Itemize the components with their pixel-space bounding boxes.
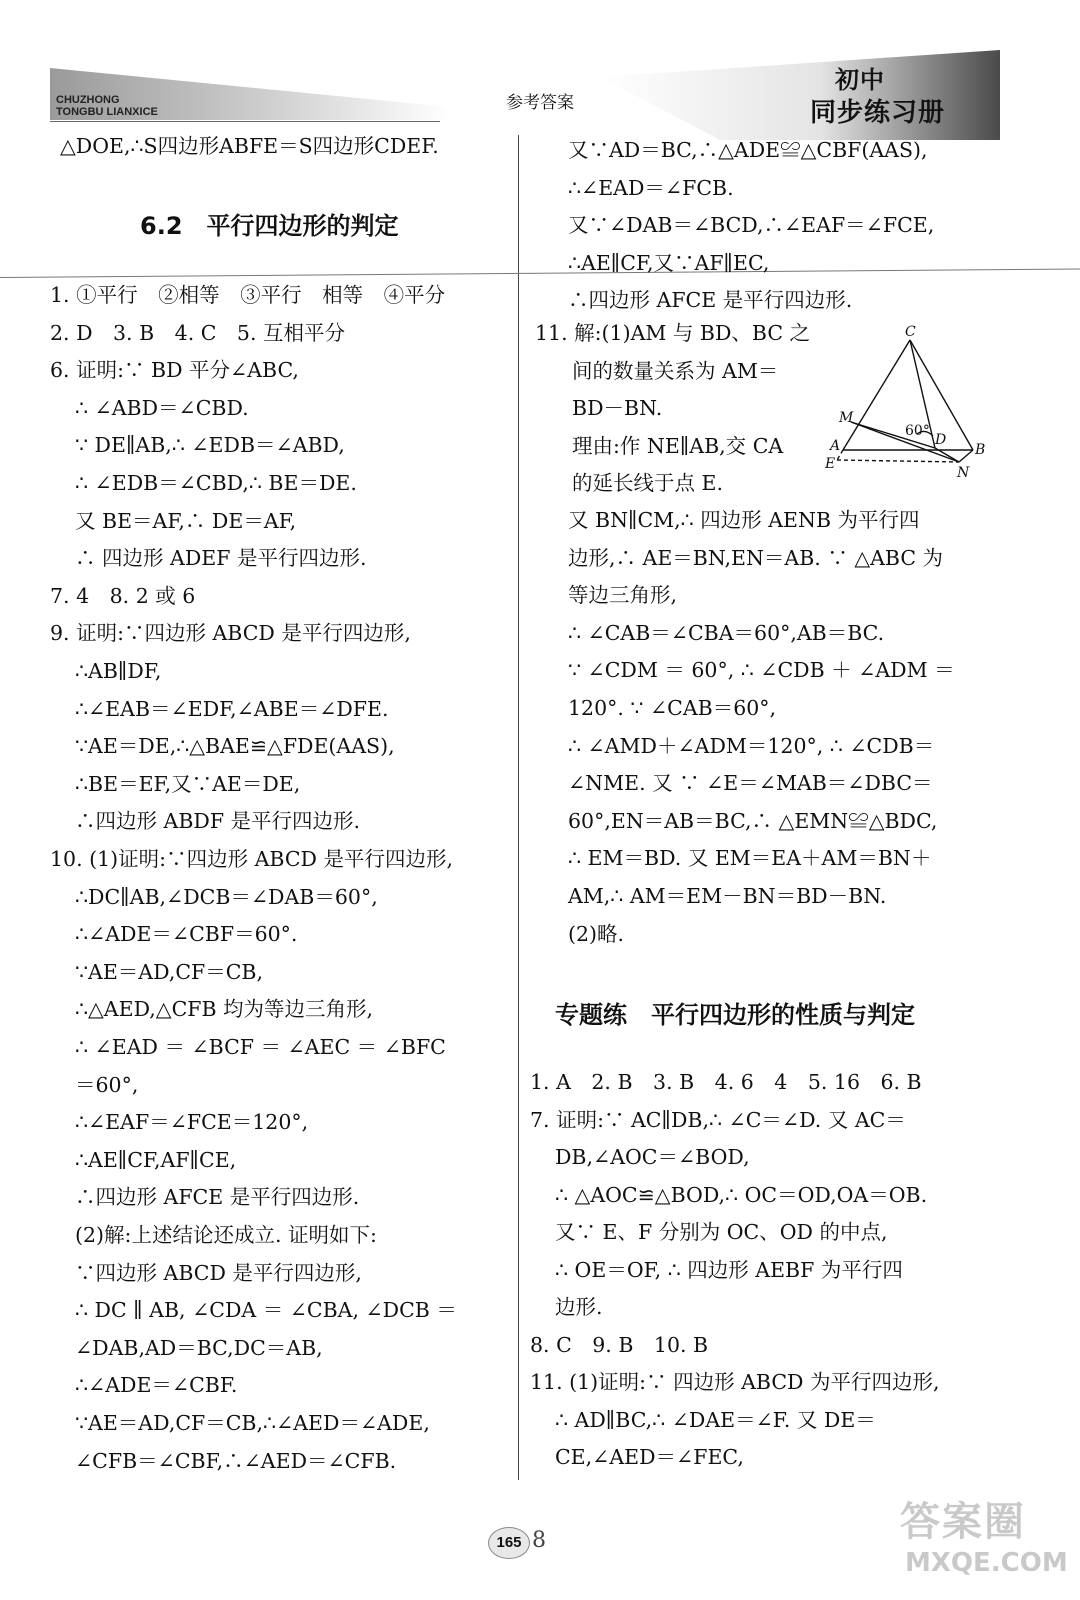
answer-line: (2)解:上述结论还成立. 证明如下: [75,1223,377,1247]
answer-line: ∴四边形 ABDF 是平行四边形. [75,809,361,834]
answer-line: 又 BE＝AF,∴ DE＝AF, [75,508,297,533]
brand-line1: CHUZHONG [56,94,120,106]
header-rule [50,121,440,122]
answer-line: ∵AE＝AD,CF＝CB,∴∠AED＝∠ADE, [75,1411,430,1435]
answer-line: 又∵AD＝BC,∴△ADE≌△CBF(AAS), [568,138,928,162]
answer-line: 60°,EN＝AB＝BC,∴ △EMN≌△BDC, [568,808,938,833]
answer-line: ∴∠EAD＝∠FCB. [568,175,734,200]
answer-line: 的延长线于点 E. [572,471,723,495]
answer-line: 11. 解:(1)AM 与 BD、BC 之 [535,321,811,345]
page-title: 参考答案 [506,93,574,113]
label-D: D [935,432,947,448]
brand-line2: TONGBU LIANXICE [56,106,158,118]
answer-line: ∴∠ADE＝∠CBF＝60°. [75,922,298,947]
answer-line: 1. A 2. B 3. B 4. 6 4 5. 16 6. B [530,1070,922,1094]
answer-line: ∵四边形 ABCD 是平行四边形, [75,1260,362,1285]
answer-line: AM,∴ AM＝EM－BN＝BD－BN. [568,884,887,908]
answer-line: ∴∠EAB＝∠EDF,∠ABE＝∠DFE. [75,696,389,721]
answer-line: 8. C 9. B 10. B [530,1332,709,1357]
answer-line: ∴ ∠ABD＝∠CBD. [75,395,249,420]
label-N: N [957,465,970,481]
answer-line: 理由:作 NE∥AB,交 CA [572,433,784,458]
answer-line: 又∵∠DAB＝∠BCD,∴∠EAF＝∠FCE, [568,213,935,237]
edge-CA [843,340,910,450]
label-E: E [825,456,836,472]
answer-line: ∵AE＝AD,CF＝CB, [75,959,264,984]
answer-line: ∴ 四边形 ADEF 是平行四边形. [75,546,367,571]
continuation-line: △DOE,∴S四边形ABFE＝S四边形CDEF. [60,134,439,158]
answer-line: ∴AE∥CF,又∵AF∥EC, [568,250,770,275]
answer-line: ∠CFB＝∠CBF,∴∠AED＝∠CFB. [75,1448,397,1473]
triangle-figure [825,322,995,482]
answer-line: CE,∠AED＝∠FEC, [555,1445,744,1469]
answer-line: ∴∠ADE＝∠CBF. [75,1373,238,1398]
page-number: 165 [488,1527,530,1559]
answer-line: ∴ ∠EAD ＝ ∠BCF ＝ ∠AEC ＝ ∠BFC [75,1035,446,1059]
logo-text-line2: 同步练习册 [810,98,946,128]
answer-line: 11. (1)证明:∵ 四边形 ABCD 为平行四边形, [530,1370,940,1394]
answer-line: 间的数量关系为 AM＝ [572,358,779,383]
answer-line: 边形,∴ AE＝BN,EN＝AB. ∵ △ABC 为 [568,545,944,570]
answer-line: 又 BN∥CM,∴ 四边形 AENB 为平行四 [568,508,920,532]
watermark-text: 答案圈 [900,1499,1026,1545]
answer-line: ∴∠EAF＝∠FCE＝120°, [75,1110,309,1135]
answer-line: ∴ △AOC≌△BOD,∴ OC＝OD,OA＝OB. [555,1182,928,1207]
answer-line: ∴ ∠AMD＋∠ADM＝120°, ∴ ∠CDB＝ [568,733,935,758]
label-B: B [975,442,986,458]
answer-line: ∴四边形 AFCE 是平行四边形. [75,1185,360,1210]
answer-line: ∴ ∠CAB＝∠CBA＝60°,AB＝BC. [568,620,885,645]
page-fold-line [0,269,1080,278]
answer-line: ∠NME. 又 ∵ ∠E＝∠MAB＝∠DBC＝ [568,771,933,796]
answer-line: (2)略. [568,921,625,946]
answer-line: ＝60°, [75,1072,139,1097]
page-header [0,0,1080,150]
edge-BN [959,450,973,462]
watermark [900,1490,1070,1590]
page-number-ornament: 8 [532,1528,546,1553]
watermark-url: MXQE.COM [905,1548,1068,1578]
answer-line: ∵ DE∥AB,∴ ∠EDB＝∠ABD, [75,433,345,458]
logo-text-line1: 初中 [835,66,885,94]
section-title-6-2: 6.2 平行四边形的判定 [140,212,399,240]
answer-line: 1. ①平行 ②相等 ③平行 相等 ④平分 [50,283,446,307]
answer-line: 6. 证明:∵ BD 平分∠ABC, [50,358,299,383]
answer-line: ∴ ∠EDB＝∠CBD,∴ BE＝DE. [75,471,357,495]
label-C: C [905,324,916,340]
answer-line: DB,∠AOC＝∠BOD, [555,1145,750,1169]
label-60: 60° [905,423,930,439]
answer-line: 2. D 3. B 4. C 5. 互相平分 [50,320,345,345]
answer-line: 10. (1)证明:∵四边形 ABCD 是平行四边形, [50,847,453,871]
answer-line: ∵ ∠CDM ＝ 60°, ∴ ∠CDB ＋ ∠ADM ＝ [568,658,955,683]
answer-line: 9. 证明:∵四边形 ABCD 是平行四边形, [50,621,411,646]
answer-line: ∴AB∥DF, [75,659,162,683]
answer-line: 边形. [555,1295,603,1319]
answer-line: ∴ DC ∥ AB, ∠CDA ＝ ∠CBA, ∠DCB ＝ [75,1298,457,1323]
answer-line: ∴△AED,△CFB 均为等边三角形, [75,997,374,1022]
answer-line: 120°. ∵ ∠CAB＝60°, [568,696,777,720]
label-M: M [839,410,854,426]
label-A: A [830,438,841,454]
answer-line: ∴BE＝EF,又∵AE＝DE, [75,771,301,796]
answer-line: ∴ AD∥BC,∴ ∠DAE＝∠F. 又 DE＝ [555,1407,876,1432]
answer-line: ∠DAB,AD＝BC,DC＝AB, [75,1335,323,1360]
column-divider [518,135,519,1480]
answer-line: BD－BN. [572,396,663,420]
answer-line: ∴ EM＝BD. 又 EM＝EA＋AM＝BN＋ [568,846,932,871]
answer-line: ∴ OE＝OF, ∴ 四边形 AEBF 为平行四 [555,1257,903,1282]
answer-line: 又∵ E、F 分别为 OC、OD 的中点, [555,1220,888,1244]
answer-line: 7. 证明:∵ AC∥DB,∴ ∠C＝∠D. 又 AC＝ [530,1107,906,1132]
answer-line: ∴四边形 AFCE 是平行四边形. [568,288,853,312]
answer-line: ∴DC∥AB,∠DCB＝∠DAB＝60°, [75,884,378,909]
answer-line: ∴AE∥CF,AF∥CE, [75,1147,237,1172]
answer-line: 等边三角形, [568,583,678,608]
answer-line: ∵AE＝DE,∴△BAE≌△FDE(AAS), [75,734,395,759]
answer-line: 7. 4 8. 2 或 6 [50,583,196,608]
edge-EN [837,460,959,462]
section-title-topic-practice: 专题练 平行四边形的性质与判定 [555,1001,915,1029]
